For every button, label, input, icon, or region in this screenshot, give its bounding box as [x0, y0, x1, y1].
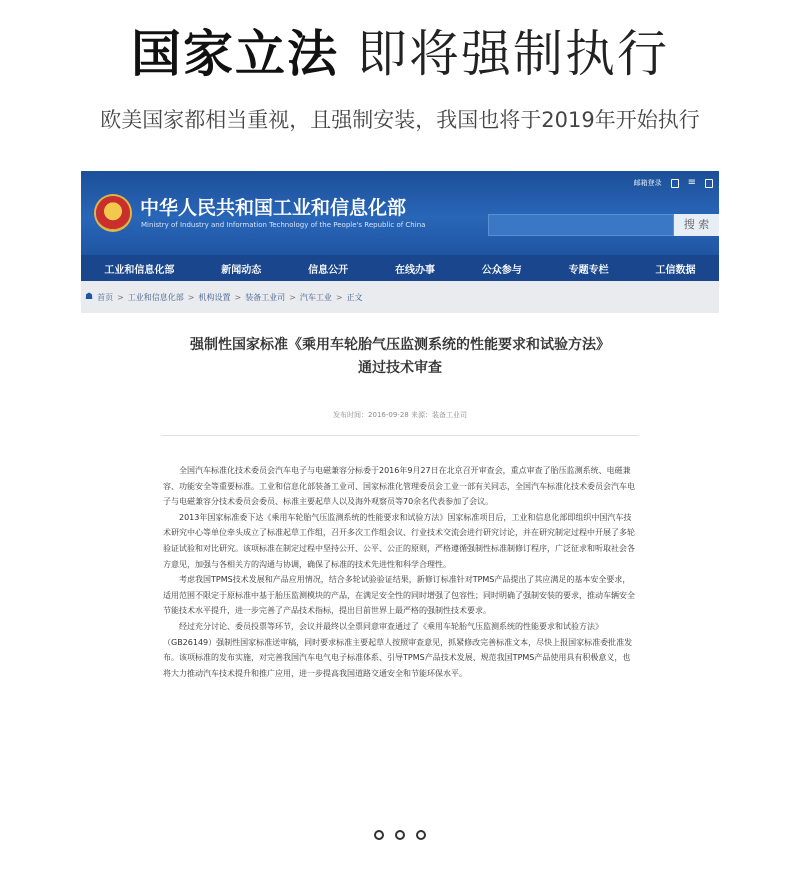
- carousel-dots: [0, 830, 800, 840]
- carousel-dot[interactable]: [374, 830, 384, 840]
- nav-item-news[interactable]: 新闻动态: [221, 264, 262, 276]
- ministry-name-cn: 中华人民共和国工业和信息化部: [140, 197, 407, 219]
- nav-item-miit[interactable]: 工业和信息化部: [104, 264, 175, 276]
- rss-icon[interactable]: ≡: [687, 177, 696, 188]
- accessibility-icon[interactable]: [705, 179, 713, 188]
- paragraph: 经过充分讨论、委员投票等环节，会议并最终以全票同意审查通过了《乘用车轮胎气压监测系统的性能要求和试验方法》（GB26149）强制性国家标准送审稿，同时要求标准主要起草人按照审查意见，抓紧修改完善标准文本，尽快上报国家标准委批准发布。该项标准的发布实施，对完善我国汽车电气电子标准体系、引导TPMS产品技术发展、规范我国TPMS产品使用具有积极意义，也将大力推动汽车技术提升和推广应用，进一步提高我国道路交通安全和节能环保水平。: [163, 621, 633, 678]
- nav-item-online[interactable]: 在线办事: [394, 264, 435, 276]
- article-title-line2: 通过技术审查: [358, 360, 442, 376]
- search-button[interactable]: 搜 索: [674, 214, 719, 236]
- paragraph: 2013年国家标准委下达《乘用车轮胎气压监测系统的性能要求和试验方法》国家标准项目后，工业和信息化部即组织中国汽车技术研究中心等单位牵头成立了标准起草工作组，召开多次工作组会议、行业技术交流会进行研究讨论，并在研究制定过程中开展了多轮验证试验和对比研究。该项标准在制定过程中坚持公开、公平、公正的原则，严格遵循强制性标准制修订程序，广泛征求和听取社会各方意见，加强与各相关方的沟通与协调，确保了标准的技术先进性和科学合理性。: [163, 512, 635, 569]
- nav-item-topics[interactable]: 专题专栏: [568, 264, 609, 276]
- hero-title: [0, 22, 800, 86]
- carousel-dot[interactable]: [395, 830, 405, 840]
- paragraph: 全国汽车标准化技术委员会汽车电子与电磁兼容分标委于2016年9月27日在北京召开审查会，重点审查了胎压监测系统、电磁兼容、功能安全等重要标准。工业和信息化部装备工业司、国家标准化管理委员会工业一部有关同志，全国汽车标准化技术委员会汽车电子与电磁兼容分技术委员会委员、标准主要起草人以及海外观察员等70余名代表参加了会议。: [163, 466, 635, 507]
- nav-item-info[interactable]: 信息公开: [308, 264, 349, 276]
- breadcrumb-miit[interactable]: 工业和信息化部: [127, 292, 184, 302]
- breadcrumb-home[interactable]: 首页: [97, 292, 114, 302]
- breadcrumb-auto[interactable]: 汽车工业: [299, 292, 332, 302]
- top-links: [634, 178, 713, 188]
- nav-item-data[interactable]: 工信数据: [655, 264, 696, 276]
- article: [81, 313, 719, 777]
- article-title-line1: 强制性国家标准《乘用车轮胎气压监测系统的性能要求和试验方法》: [190, 337, 610, 353]
- hero-title-bold: 国家立法: [131, 25, 340, 83]
- carousel-dot[interactable]: [416, 830, 426, 840]
- search-input[interactable]: [488, 214, 674, 236]
- home-icon: ☗: [85, 292, 94, 302]
- paragraph: 考虑我国TPMS技术发展和产品应用情况，结合多轮试验验证结果，新修订标准针对TPMS产品提出了其应满足的基本安全要求，适用范围不限定于原标准中基于胎压监测模块的产品，在满足安全性的同时增强了包容性；同时明确了强制安装的要求，推动车辆安全节能技术水平提升，进一步完善了产品技术指标，提出目前世界上最严格的强制性技术要求。: [163, 575, 635, 616]
- hero-title-light: 即将强制执行: [356, 25, 669, 83]
- national-emblem-icon: [96, 196, 130, 230]
- breadcrumb: ☗ 首页 > 工业和信息化部 > 机构设置 > 装备工业司 > 汽车工业 > 正文: [85, 292, 363, 302]
- ministry-name-en: Ministry of Industry and Information Technology of the People's Republic of China: [141, 221, 426, 229]
- hero-subtitle: 欧美国家都相当重视，且强制安装，我国也将于2019年开始执行: [100, 108, 700, 132]
- mail-login-link[interactable]: 邮箱登录: [633, 179, 662, 187]
- divider: [161, 435, 639, 436]
- article-body: [163, 463, 637, 681]
- nav-item-public[interactable]: 公众参与: [481, 264, 522, 276]
- site-banner: [81, 171, 719, 255]
- article-meta: 发布时间：2016-09-28 来源：装备工业司: [333, 411, 467, 419]
- mobile-icon[interactable]: [671, 179, 679, 188]
- website-screenshot: [81, 171, 719, 777]
- breadcrumb-dept[interactable]: 装备工业司: [245, 292, 286, 302]
- main-nav: [81, 255, 719, 281]
- breadcrumb-org[interactable]: 机构设置: [198, 292, 231, 302]
- article-title: [121, 334, 679, 380]
- breadcrumb-current: 正文: [346, 292, 363, 302]
